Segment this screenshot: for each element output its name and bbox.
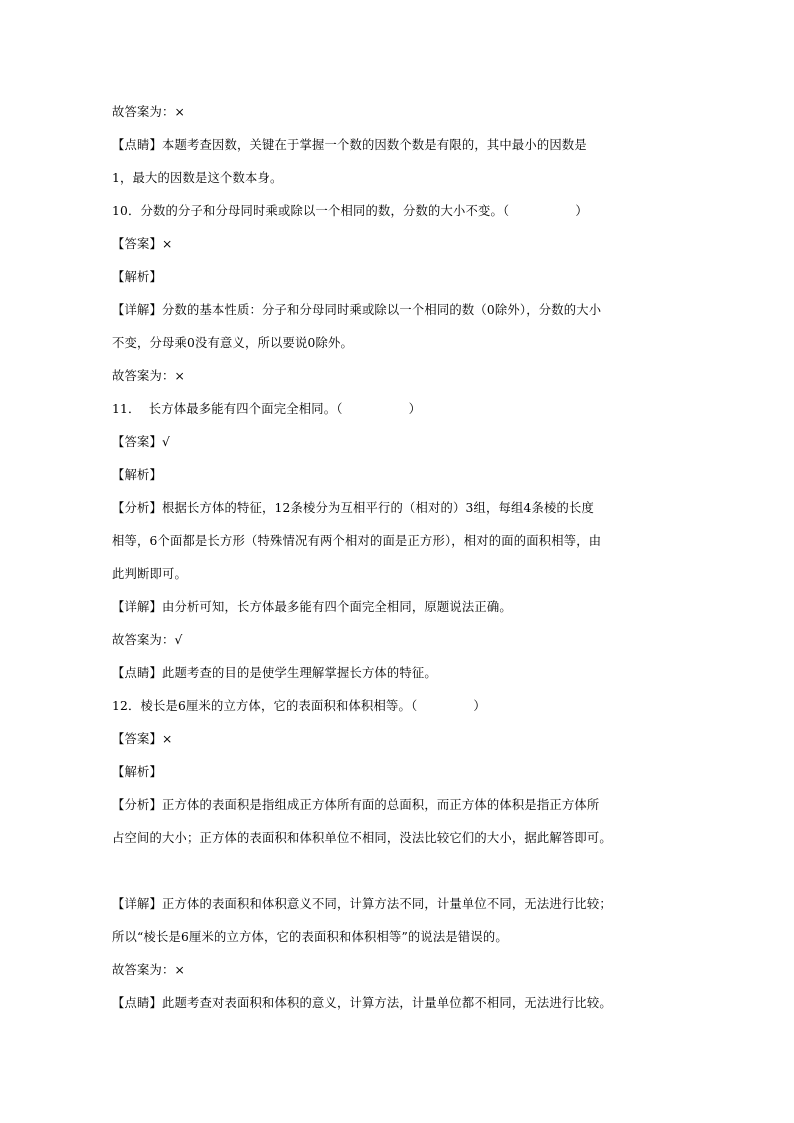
analysis-11a: 【分析】根据长方体的特征，12条棱分为互相平行的（相对的）3组，每组4条棱的长度 — [112, 501, 594, 516]
detail-11: 【详解】由分析可知，长方体最多能有四个面完全相同，原题说法正确。 — [112, 600, 512, 615]
answer-line-9: 故答案为：× — [112, 105, 185, 120]
note-block-9 — [112, 129, 682, 195]
note-line-9b: 1，最大的因数是这个数本身。 — [112, 171, 283, 186]
question-11-tail: ） — [408, 402, 422, 417]
question-10-tail: ） — [575, 204, 588, 219]
detail-12a: 【详解】正方体的表面积和体积意义不同，计算方法不同，计量单位不同，无法进行比较； — [112, 897, 612, 912]
spacer-line — [112, 855, 682, 888]
question-11-text: 11． 长方体最多能有四个面完全相同。（ — [112, 402, 343, 417]
detail-10a: 【详解】分数的基本性质：分子和分母同时乘或除以一个相同的数（0除外），分数的大小 — [112, 303, 602, 318]
answer-label-10: 【答案】× — [112, 237, 173, 252]
answer-line-12: 故答案为：× — [112, 963, 185, 978]
analysis-label-10: 【解析】 — [112, 270, 162, 285]
analysis-12a: 【分析】正方体的表面积是指组成正方体所有面的总面积，而正方体的体积是指正方体所 — [112, 798, 600, 813]
answer-line-10: 故答案为：× — [112, 369, 185, 384]
question-10-text: 10．分数的分子和分母同时乘或除以一个相同的数，分数的大小不变。（ — [112, 204, 510, 219]
question-12 — [112, 690, 682, 723]
analysis-12b: 占空间的大小；正方体的表面积和体积单位不相同，没法比较它们的大小，据此解答即可。 — [112, 831, 612, 846]
question-11 — [112, 393, 682, 426]
note-line-11: 【点睛】此题考查的目的是使学生理解掌握长方体的特征。 — [112, 666, 437, 681]
question-block-11 — [112, 393, 682, 690]
answer-label-12: 【答案】× — [112, 732, 173, 747]
question-block-10 — [112, 195, 682, 393]
answer-line-11: 故答案为：√ — [112, 633, 183, 648]
answer-label-11: 【答案】√ — [112, 435, 171, 450]
analysis-11b: 相等，6个面都是长方形（特殊情况有两个相对的面是正方形），相对的面的面积相等，由 — [112, 534, 602, 549]
analysis-label-11: 【解析】 — [112, 468, 162, 483]
question-block-12 — [112, 690, 682, 1020]
answer-block-9 — [112, 96, 682, 129]
note-line-9: 【点睛】本题考查因数，关键在于掌握一个数的因数个数是有限的，其中最小的因数是 — [112, 138, 587, 153]
detail-12b: 所以“棱长是6厘米的立方体，它的表面积和体积相等”的说法是错误的。 — [112, 930, 508, 945]
question-10 — [112, 195, 682, 228]
question-12-text: 12．棱长是6厘米的立方体，它的表面积和体积相等。（ — [112, 699, 418, 714]
analysis-11c: 此判断即可。 — [112, 567, 187, 582]
question-12-tail: ） — [473, 699, 486, 714]
analysis-label-12: 【解析】 — [112, 765, 162, 780]
note-line-12: 【点睛】此题考查对表面积和体积的意义，计算方法，计量单位都不相同，无法进行比较。 — [112, 996, 612, 1011]
document-body — [112, 96, 682, 1020]
detail-10b: 不变，分母乘0没有意义，所以要说0除外。 — [112, 336, 353, 351]
